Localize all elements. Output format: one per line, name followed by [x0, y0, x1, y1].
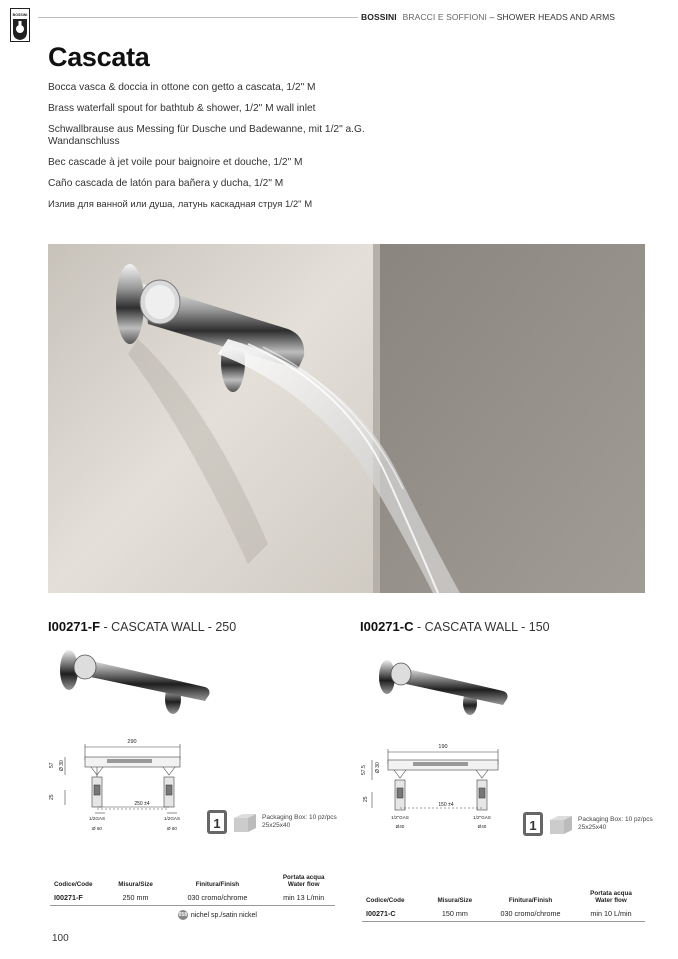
package-line2: 25x25x40 — [578, 824, 607, 831]
cell-flow: min 10 L/min — [577, 906, 645, 922]
header-section-it: BRACCI E SOFFIONI — [402, 12, 488, 22]
desc-french: Bec cascade à jet voile pour baignoire et douche, 1/2" M — [48, 157, 303, 168]
product-title-c — [360, 619, 550, 634]
dim-conn-right: 1/2"GAS — [473, 815, 491, 820]
dim-spread: 250 ±4 — [134, 801, 150, 807]
table-row — [50, 890, 335, 906]
dim-diam-left: Ø40 — [395, 824, 405, 829]
col-finish: Finitura/Finish — [195, 881, 240, 888]
dim-diam-top: Ø 30 — [59, 760, 65, 771]
col-code: Codice/Code — [54, 881, 93, 888]
table-row-extra — [50, 906, 335, 924]
page-number: 100 — [52, 933, 69, 944]
bossini-logo — [10, 8, 30, 42]
dim-diam-left: Ø 60 — [92, 826, 102, 831]
dim-width: 190 — [438, 744, 448, 750]
product-title-f — [48, 619, 236, 634]
dim-height-low: 25 — [363, 796, 369, 802]
product-image-250 — [55, 645, 215, 720]
technical-drawing-150 — [358, 740, 518, 840]
package-box-icon — [522, 810, 574, 838]
header-brand: BOSSINI — [361, 12, 397, 22]
cell-finish: 030 cromo/chrome — [484, 906, 577, 922]
product-code: I00271-F — [48, 619, 101, 634]
cell-code: I00271-C — [362, 906, 426, 922]
package-line1: Packaging Box: 10 pz/pcs — [578, 816, 653, 823]
desc-spanish: Caño cascada de latón para bañera y ducha, 1/2" M — [48, 178, 284, 189]
package-qty: 1 — [213, 816, 221, 831]
col-flow: Portata acqua Water flow — [590, 890, 632, 904]
spec-table-250 — [50, 872, 335, 923]
package-line2: 25x25x40 — [262, 822, 291, 829]
cell-finish: 030 cromo/chrome — [162, 890, 272, 906]
product-photo — [48, 244, 645, 593]
col-size: Misura/Size — [118, 881, 153, 888]
header-rule — [38, 17, 358, 18]
dim-conn-left: 1/2GAS — [88, 816, 106, 821]
logo-text: BOSSINI — [12, 13, 28, 17]
dim-diam-right: Ø40 — [477, 824, 487, 829]
satin-nickel-finish — [178, 910, 257, 920]
technical-drawing-250 — [45, 735, 205, 835]
col-code: Codice/Code — [366, 897, 405, 904]
cell-code: I00271-F — [50, 890, 109, 906]
dim-height-low: 25 — [49, 794, 55, 800]
dim-diam-right: Ø 60 — [167, 826, 177, 831]
desc-english: Brass waterfall spout for bathtub & shower, 1/2" M wall inlet — [48, 103, 316, 114]
dim-height-top: 57 — [49, 762, 55, 768]
cell-flow: min 13 L/min — [272, 890, 335, 906]
desc-german: Schwallbrause aus Messing für Dusche und Badewanne, mit 1/2" a.G. Wandanschluss — [48, 124, 365, 147]
header-separator: – — [487, 12, 497, 22]
package-line1: Packaging Box: 10 pz/pcs — [262, 814, 337, 821]
finish-swatch-icon: 058 — [178, 912, 187, 918]
dim-conn-right: 1/2GAS — [163, 816, 181, 821]
cell-size: 150 mm — [426, 906, 484, 922]
product-image-150 — [375, 655, 515, 720]
product-name: - CASCATA WALL - 150 — [413, 620, 550, 634]
packaging-info-250 — [206, 808, 337, 836]
dim-conn-left: 1/2"GAS — [391, 815, 409, 820]
package-text — [262, 814, 337, 830]
header-section-en: SHOWER HEADS AND ARMS — [496, 12, 616, 22]
col-flow: Portata acqua Water flow — [282, 874, 325, 888]
dim-spread: 150 ±4 — [438, 802, 454, 808]
product-descriptions — [48, 82, 368, 220]
desc-russian: Излив для ванной или душа, латунь каскадная струя 1/2" M — [48, 199, 313, 210]
spec-table-150 — [362, 888, 645, 922]
col-finish: Finitura/Finish — [508, 897, 553, 904]
page-title: Cascata — [48, 42, 150, 72]
col-size: Misura/Size — [437, 897, 473, 904]
page-header — [361, 12, 615, 22]
dim-height-top: 57.5 — [361, 765, 367, 775]
table-row — [362, 906, 645, 922]
product-name: - CASCATA WALL - 250 — [100, 620, 237, 634]
product-code: I00271-C — [360, 619, 414, 634]
desc-italian: Bocca vasca & doccia in ottone con getto a cascata, 1/2" M — [48, 82, 316, 93]
packaging-info-150 — [522, 810, 653, 838]
package-box-icon — [206, 808, 258, 836]
finish-label: nichel sp./satin nickel — [190, 911, 257, 919]
cell-size: 250 mm — [109, 890, 163, 906]
package-qty: 1 — [529, 818, 537, 833]
package-text — [578, 816, 653, 832]
dim-diam-top: Ø 30 — [375, 762, 381, 773]
dim-width: 290 — [127, 739, 137, 745]
